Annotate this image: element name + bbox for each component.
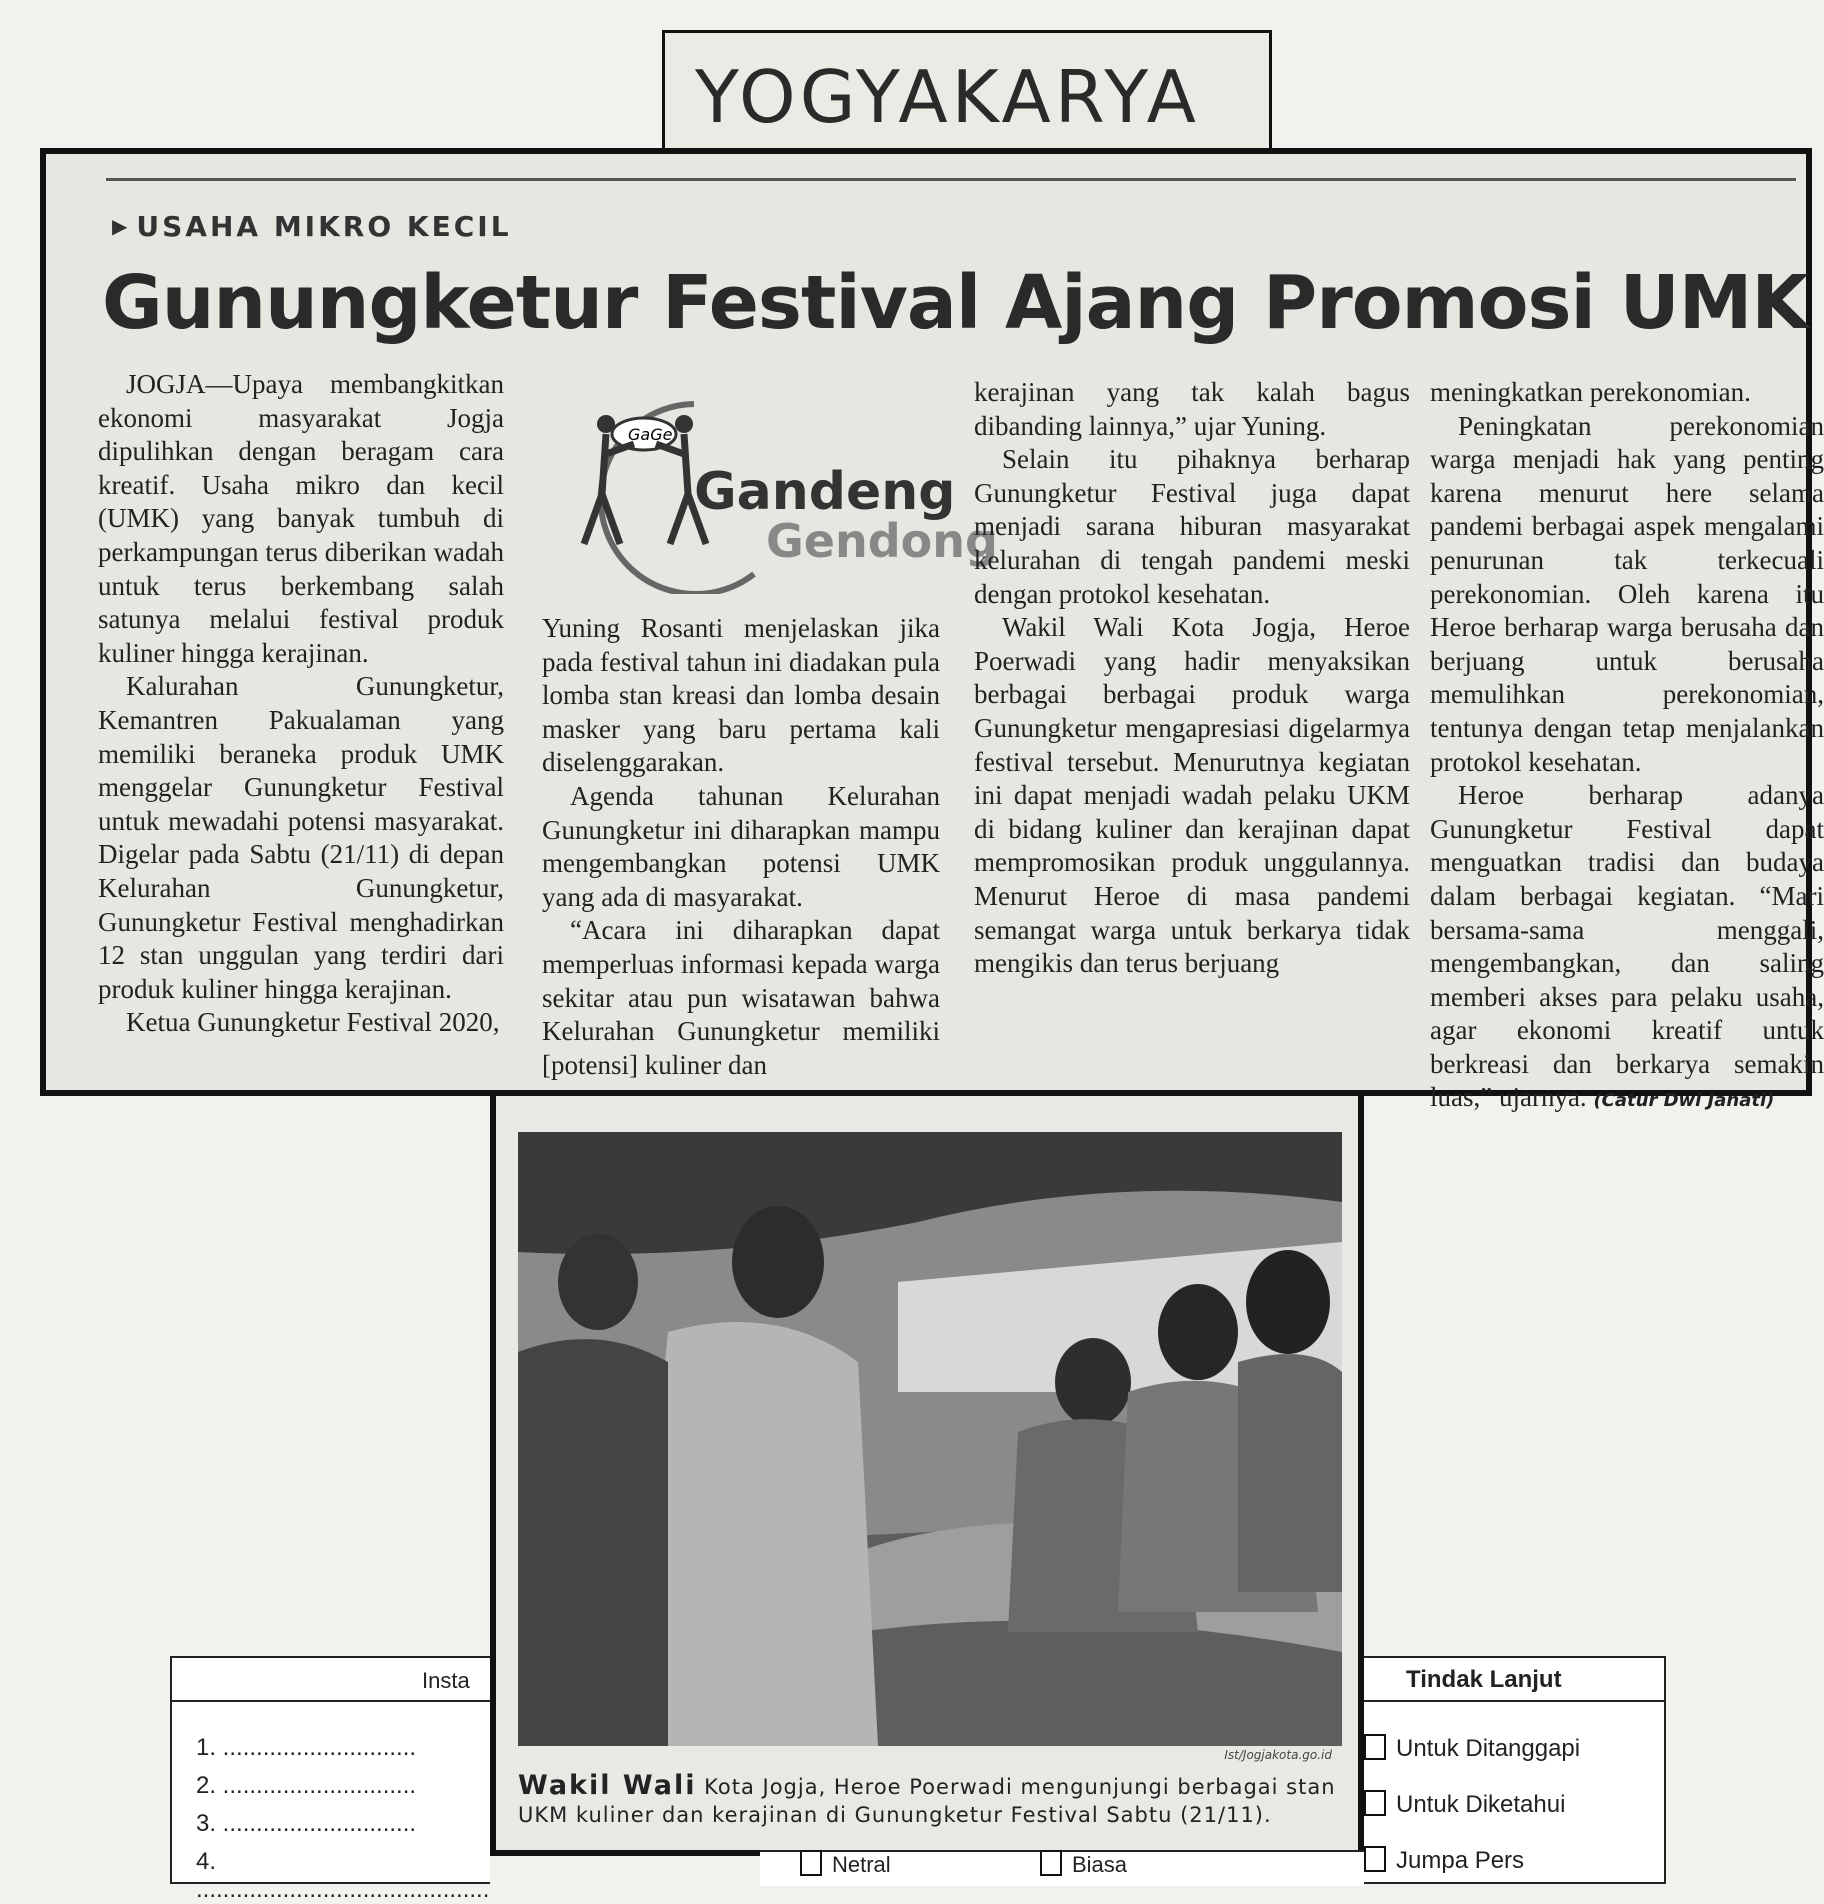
logo-badge: GaGe (628, 425, 673, 444)
tindak-lanjut-form (1364, 1656, 1666, 1884)
gandeng-gendong-logo (544, 384, 998, 594)
form-row: 4. ............................................ (196, 1848, 490, 1903)
masthead-box (662, 30, 1272, 152)
tindak-header-text: Tindak Lanjut (1406, 1666, 1562, 1693)
option-diketahui[interactable] (1364, 1790, 1565, 1819)
paragraph: “Acara ini diharapkan dapat memperluas informasi kepada warga sekitar atau pun wisatawan bahwa Kelurahan Gunungketur memiliki [potensi] kuliner dan (542, 915, 940, 1080)
paragraph: Agenda tahunan Kelurahan Gunungketur ini diharapkan mampu mengembangkan potensi UMK yang ada di masyarakat. (542, 780, 940, 912)
checkbox-icon[interactable] (1040, 1850, 1062, 1876)
photo-image (518, 1132, 1342, 1746)
paragraph: Wakil Wali Kota Jogja, Heroe Poerwadi yang hadir menyaksikan berbagai berbagai produk warga Gunungketur mengapresiasi digelarmya festival tersebut. Menurutnya kegiatan ini dapat menjadi wadah pelaku UKM di bidang kuliner dan kerajinan dapat mempromosikan produk unggulannya. Menurut Heroe di masa pandemi semangat warga untuk berkarya tidak mengikis dan terus berjuang (974, 612, 1410, 979)
instansi-header-text: Insta (422, 1668, 470, 1693)
paragraph: meningkatkan perekonomian. (1430, 377, 1751, 407)
checkbox-icon[interactable] (1364, 1846, 1386, 1872)
paragraph: JOGJA—Upaya membangkitkan ekonomi masyarakat Jogja dipulihkan dengan beragam cara kreatif. Usaha mikro dan kecil (UMK) yang banyak tumbuh di perkampungan terus diberikan wadah untuk terus berkembang salah satunya melalui festival produk kuliner hingga kerajinan. (98, 369, 504, 668)
column-1 (98, 368, 504, 1040)
paragraph: Selain itu pihaknya berharap Gunungketur Festival juga dapat menjadi sarana hiburan masyarakat kelurahan di tengah pandemi meski dengan protokol kesehatan. (974, 444, 1410, 609)
kicker (112, 210, 512, 243)
form-row: 3. ............................. (196, 1810, 417, 1837)
headline: Gunungketur Festival Ajang Promosi UMK (102, 260, 1808, 346)
option-jumpa-pers[interactable] (1364, 1846, 1524, 1875)
column-4 (1430, 376, 1824, 1118)
paragraph: Kalurahan Gunungketur, Kemantren Pakualaman yang memiliki beraneka produk UMK menggelar Gunungketur Festival untuk mewadahi potensi masyarakat. Digelar pada Sabtu (21/11) di depan Kelurahan Gunungketur, Gunungketur Festival menghadirkan 12 stan unggulan yang terdiri dari produk kuliner hingga kerajinan. (98, 671, 504, 1004)
paragraph: Peningkatan perekonomian warga menjadi hak yang penting karena menurut here selama pandemi berbagai aspek mengalami penurunan tak terkecuali perekonomian. Oleh karena itu Heroe berharap warga berusaha dan berjuang untuk berusaha memulihkan perekonomian, tentunya dengan tetap menjalankan protokol kesehatan. (1430, 410, 1824, 777)
kicker-text: USAHA MIKRO KECIL (136, 210, 512, 243)
paragraph: Yuning Rosanti menjelaskan jika pada festival tahun ini diadakan pula lomba stan kreasi dan lomba desain masker yang baru pertama kali diselenggarakan. (542, 613, 940, 778)
logo-text-gendong: Gendong (766, 514, 998, 568)
caption-text: Kota Jogja, Heroe Poerwadi mengunjungi berbagai stan UKM kuliner dan kerajinan di Gunungketur Festival Sabtu (21/11). (518, 1775, 1336, 1827)
option-label: Untuk Diketahui (1396, 1791, 1566, 1818)
logo-text-gandeng: Gandeng (694, 462, 956, 522)
option-label: Jumpa Pers (1396, 1847, 1525, 1874)
byline: (Catur Dwi Janati) (1593, 1090, 1775, 1112)
checkbox-icon[interactable] (1364, 1790, 1386, 1816)
form-row: 2. ............................. (196, 1772, 417, 1799)
instansi-form (170, 1656, 490, 1903)
paragraph (1430, 779, 1824, 1118)
photo-caption (518, 1772, 1348, 1829)
option-netral[interactable] (800, 1850, 891, 1878)
mid-options (760, 1850, 1364, 1886)
checkbox-icon[interactable] (1364, 1734, 1386, 1760)
photo-credit: Ist/Jogjakota.go.id (1224, 1748, 1332, 1762)
instansi-header (172, 1658, 490, 1702)
masthead-logo: YOGYAKARYA (695, 55, 1200, 139)
tindak-header (1364, 1658, 1664, 1702)
paragraph-text: Heroe berharap adanya Gunungketur Festival dapat menguatkan tradisi dan budaya dalam berbagai kegiatan. “Mari bersama-sama menggali, mengembangkan, dan saling memberi akses para pelaku usaha, agar ekonomi kreatif untuk berkreasi dan berkarya semakin luas,” ujarnya. (1430, 780, 1824, 1113)
top-rule (106, 178, 1796, 181)
option-label: Biasa (1072, 1852, 1128, 1877)
checkbox-icon[interactable] (800, 1850, 822, 1876)
photo-clipping (490, 1096, 1364, 1856)
paragraph: kerajinan yang tak kalah bagus dibanding lainnya,” ujar Yuning. (974, 377, 1410, 441)
form-row: 1. ............................. (196, 1734, 417, 1761)
article-clipping (40, 148, 1824, 1113)
option-ditanggapi[interactable] (1364, 1734, 1580, 1763)
caption-lead: Wakil Wali (518, 1770, 697, 1801)
paragraph: Ketua Gunungketur Festival 2020, (126, 1007, 500, 1038)
column-2 (542, 612, 940, 1082)
option-label: Untuk Ditanggapi (1396, 1735, 1581, 1762)
column-3 (974, 376, 1410, 981)
festival-photo (518, 1132, 1342, 1746)
triangle-icon: ▶ (112, 214, 131, 238)
option-biasa[interactable] (1040, 1850, 1127, 1878)
option-label: Netral (832, 1852, 891, 1877)
